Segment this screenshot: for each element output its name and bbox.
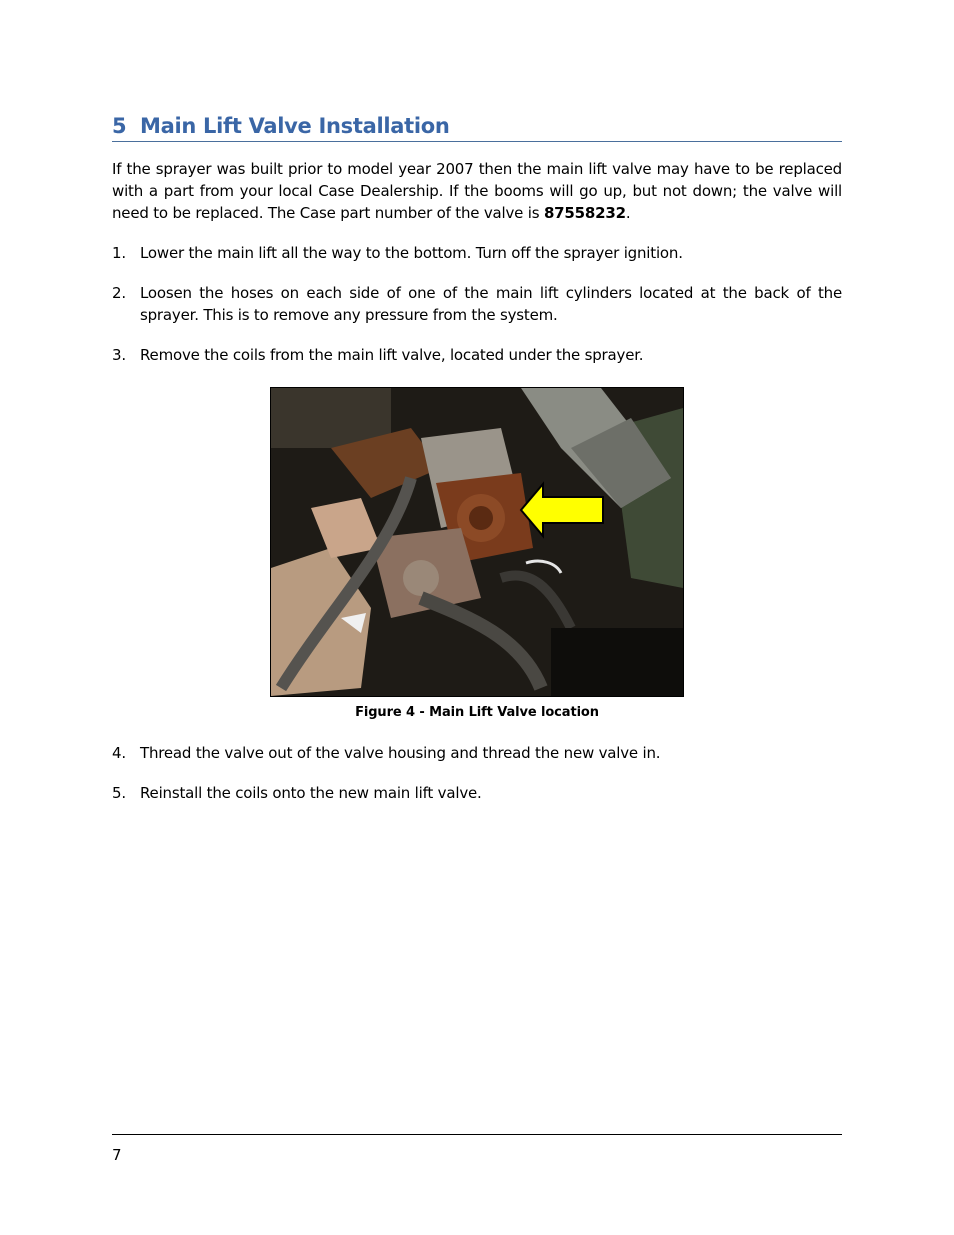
section-number: 5 [112,114,127,138]
page-number: 7 [112,1146,122,1164]
part-number: 87558232 [543,204,626,222]
step-number: 1. [112,244,126,262]
step-text: Thread the valve out of the valve housing and thread the new valve in. [140,744,661,762]
section-title: Main Lift Valve Installation [140,114,450,138]
step-number: 2. [112,284,126,302]
step-number: 3. [112,346,126,364]
section-heading [112,110,842,142]
step-number: 5. [112,784,126,802]
intro-text-end: . [625,204,631,222]
step-text: Remove the coils from the main lift valve, located under the sprayer. [140,346,644,364]
figure-caption: Figure 4 - Main Lift Valve location [355,705,599,720]
step-text: Lower the main lift all the way to the bottom. Turn off the sprayer ignition. [140,244,683,262]
step-text: Reinstall the coils onto the new main lift valve. [140,784,482,802]
step-number: 4. [112,744,126,762]
valve-photo [270,387,684,697]
footer-divider [112,1134,842,1135]
intro-paragraph [112,158,842,224]
intro-text: If the sprayer was built prior to model year 2007 then the main lift valve may have to be replaced with a part from your local Case Dealership. If the booms will go up, but not down; the valve will need to be replaced. The Case part number of the valve is [112,160,842,222]
step-text: Loosen the hoses on each side of one of the main lift cylinders located at the back of the sprayer. This is to remove any pressure from the system. [140,284,842,324]
